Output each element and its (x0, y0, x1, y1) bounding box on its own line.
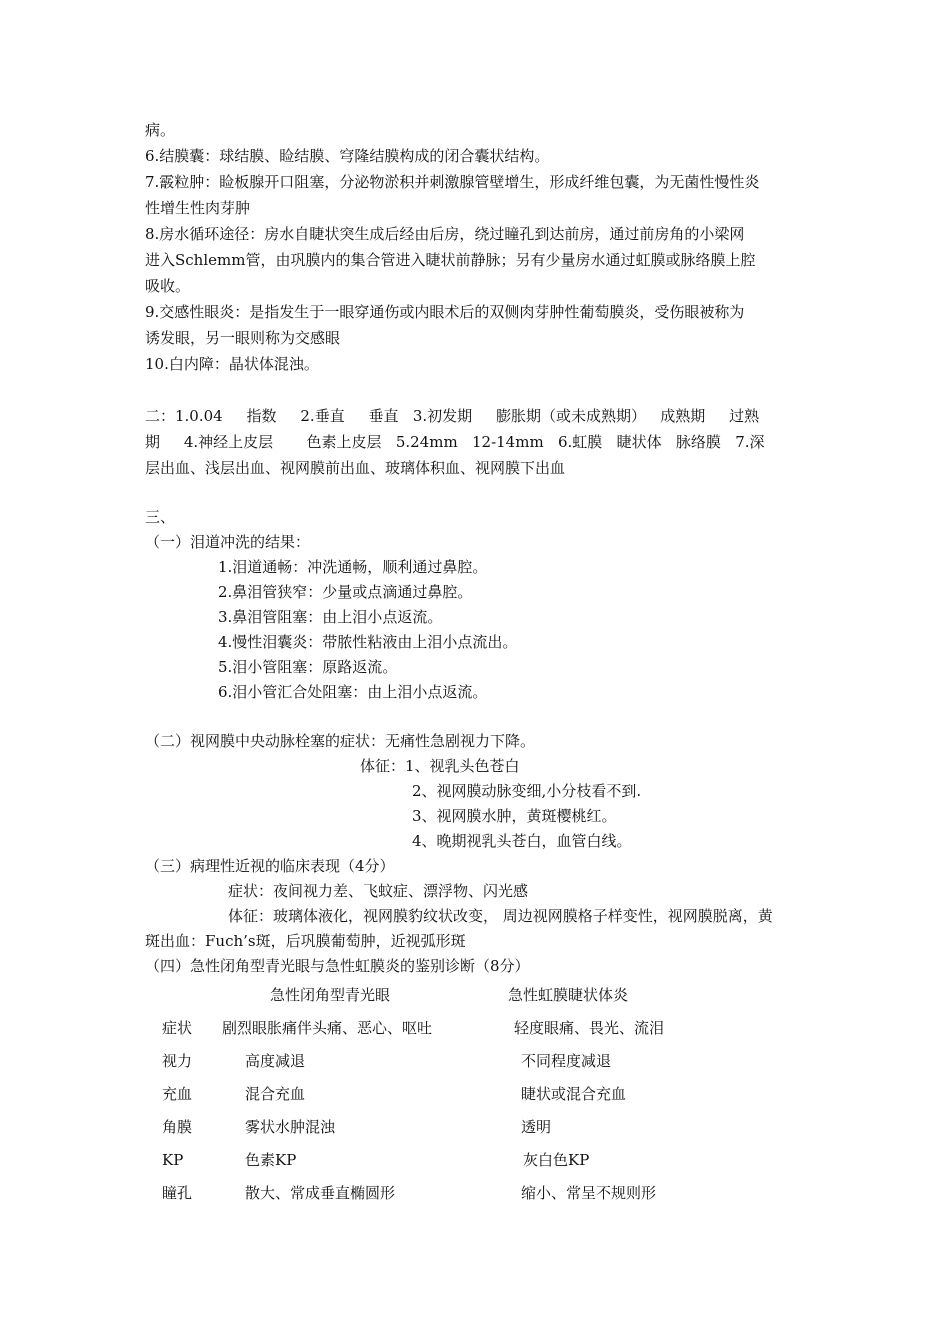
sign-item: 体征：1、视乳头色苍白 (360, 757, 520, 775)
table-cell: 轻度眼痛、畏光、流泪 (514, 1019, 665, 1037)
definition-aqueous-circulation: 8.房水循环途径：房水自睫状突生成后经由后房，绕过瞳孔到达前房，通过前房角的小梁网 (145, 225, 745, 243)
sign-item: 2、视网膜动脉变细,小分枝看不到. (412, 782, 642, 800)
sign-item: 4、晚期视乳头苍白，血管白线。 (412, 832, 632, 850)
table-cell: 色素KP (245, 1151, 297, 1169)
sign-item: 3、视网膜水肿，黄斑樱桃红。 (412, 807, 617, 825)
table-row-label: 充血 (162, 1085, 193, 1103)
fill-answers-line: 层出血、浅层出血、视网膜前出血、玻璃体积血、视网膜下出血 (145, 459, 566, 477)
signs-line: 体征：玻璃体液化，视网膜豹纹状改变， 周边视网膜格子样变性，视网膜脱离，黄 (228, 907, 773, 925)
subsection-title-pathologic-myopia: （三）病理性近视的临床表现（4分） (145, 857, 395, 875)
table-cell: 散大、常成垂直椭圆形 (245, 1184, 396, 1202)
section-heading: 三、 (145, 508, 176, 526)
table-cell: 透明 (521, 1118, 552, 1136)
table-cell: 雾状水肿混浊 (245, 1118, 336, 1136)
list-item: 5.泪小管阻塞：原路返流。 (218, 658, 398, 676)
paragraph-line: 病。 (145, 121, 176, 139)
definition-sympathetic-ophthalmia: 9.交感性眼炎：是指发生于一眼穿通伤或内眼术后的双侧肉芽肿性葡萄膜炎，受伤眼被称为 (145, 303, 745, 321)
signs-line: 斑出血：Fuch’s斑，后巩膜葡萄肿，近视弧形斑 (145, 932, 466, 950)
table-cell: 睫状或混合充血 (521, 1085, 627, 1103)
subsection-title-lacrimal-irrigation: （一）泪道冲洗的结果： (145, 533, 311, 551)
table-cell: 混合充血 (245, 1085, 306, 1103)
table-cell: 缩小、常呈不规则形 (521, 1184, 657, 1202)
subsection-title-differential-diagnosis: （四）急性闭角型青光眼与急性虹膜炎的鉴别诊断（8分） (145, 957, 530, 975)
paragraph-line: 吸收。 (145, 277, 191, 295)
table-cell: 剧烈眼胀痛伴头痛、恶心、呕吐 (222, 1019, 433, 1037)
table-row-label: 症状 (162, 1019, 193, 1037)
list-item: 4.慢性泪囊炎：带脓性粘液由上泪小点流出。 (218, 633, 518, 651)
paragraph-line: 诱发眼，另一眼则称为交感眼 (145, 329, 341, 347)
list-item: 1.泪道通畅：冲洗通畅，顺利通过鼻腔。 (218, 558, 488, 576)
table-cell: 不同程度减退 (521, 1052, 612, 1070)
list-item: 2.鼻泪管狭窄：少量或点滴通过鼻腔。 (218, 583, 473, 601)
table-row-label: KP (162, 1151, 184, 1169)
table-cell: 高度减退 (245, 1052, 306, 1070)
table-row-label: 视力 (162, 1052, 193, 1070)
list-item: 3.鼻泪管阻塞：由上泪小点返流。 (218, 608, 443, 626)
fill-answers-line: 期 4.神经上皮层 色素上皮层 5.24mm 12-14mm 6.虹膜 睫状体 脉络膜 7.深 (145, 433, 765, 451)
paragraph-line: 性增生性肉芽肿 (145, 199, 251, 217)
table-column-header: 急性虹膜睫状体炎 (508, 986, 629, 1004)
definition-chalazion: 7.霰粒肿：睑板腺开口阻塞，分泌物淤积并刺激腺管壁增生，形成纤维包囊，为无菌性慢性炎 (145, 173, 760, 191)
table-column-header: 急性闭角型青光眼 (270, 986, 391, 1004)
table-cell: 灰白色KP (523, 1151, 590, 1169)
table-row-label: 角膜 (162, 1118, 193, 1136)
definition-cataract: 10.白内障：晶状体混浊。 (145, 355, 319, 373)
definition-conjunctival-sac: 6.结膜囊：球结膜、睑结膜、穹隆结膜构成的闭合囊状结构。 (145, 147, 550, 165)
subsection-title-crao: （二）视网膜中央动脉栓塞的症状：无痛性急剧视力下降。 (145, 732, 536, 750)
fill-answers-line: 二：1.0.04 指数 2.垂直 垂直 3.初发期 膨胀期（或未成熟期） 成熟期 过熟 (145, 407, 760, 425)
symptoms-line: 症状：夜间视力差、飞蚊症、漂浮物、闪光感 (228, 882, 529, 900)
table-row-label: 瞳孔 (162, 1184, 193, 1202)
list-item: 6.泪小管汇合处阻塞：由上泪小点返流。 (218, 683, 488, 701)
paragraph-line: 进入Schlemm管，由巩膜内的集合管进入睫状前静脉；另有少量房水通过虹膜或脉络膜上腔 (145, 251, 756, 269)
